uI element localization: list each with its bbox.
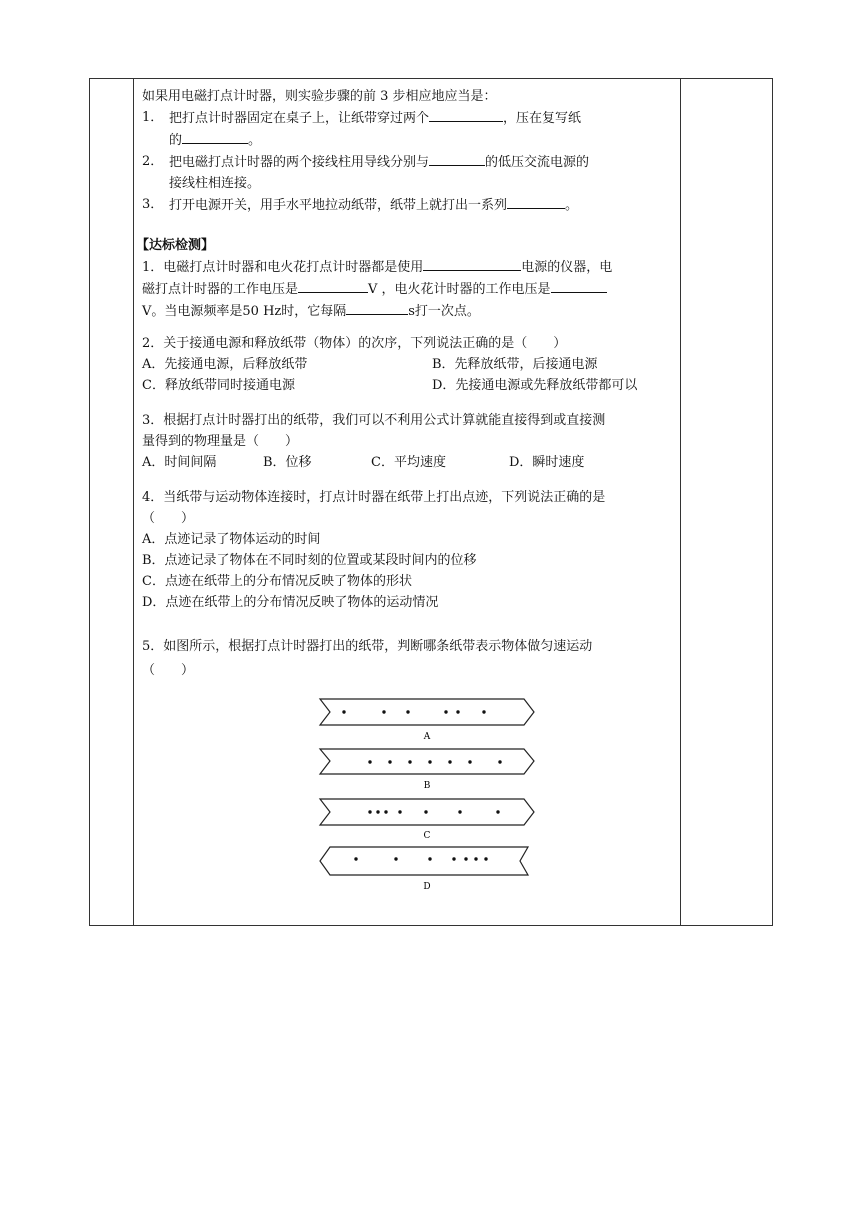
answer-blank[interactable] [346,300,408,315]
tape-label: C [423,831,431,841]
step-2: 2． 把电磁打点计时器的两个接线柱用导线分别与 的低压交流电源的 接线柱相连接。 [142,151,676,194]
step-1: 1． 把打点计时器固定在桌子上，让纸带穿过两个 ，压在复写纸 的 。 [142,107,676,151]
main-content [136,86,676,681]
option-a[interactable]: A．点迹记录了物体运动的时间 [142,532,321,547]
step-number: 1． [142,110,164,125]
tape-c [320,799,534,841]
question-4: 4．当纸带与运动物体连接时，打点计时器在纸带上打出点迹，下列说法正确的是 （ ） A．点迹记录了物体运动的时间 B．点迹记录了物体在不同时刻的位置或某段时间内的位移 C．点迹在纸带上的分布情况反映了物体的形状 D．点迹在纸带上的分布情况反映了物体的运动情况 [142,487,676,613]
tape-a [320,699,534,742]
question-1: 1．电磁打点计时器和电火花打点计时器都是使用 电源的仪器，电 磁打点计时器的工作电压是 V ，电火花计时器的工作电压是 V。当电源频率是50 Hz时，它每隔 s打一次点。 [142,256,676,322]
tape-label: A [423,732,431,742]
answer-blank[interactable] [507,194,565,209]
question-5: 5．如图所示，根据打点计时器打出的纸带，判断哪条纸带表示物体做匀速运动 （ ） [142,639,593,678]
option-c[interactable]: C．点迹在纸带上的分布情况反映了物体的形状 [142,574,412,589]
answer-blank[interactable] [551,278,607,293]
option-d[interactable]: D．先接通电源或先释放纸带都可以 [432,378,638,393]
section-title: 【达标检测】 [136,238,215,253]
answer-blank[interactable] [429,107,503,122]
tape-b [320,749,534,791]
paper-tape-figure [316,697,536,893]
tape-label: D [423,882,431,892]
option-a[interactable]: A．先接通电源，后释放纸带 [142,357,308,372]
option-b[interactable]: B．先释放纸带，后接通电源 [432,357,598,372]
right-column-divider [680,79,681,925]
tape-label: B [423,781,431,791]
tape-d [320,847,528,892]
option-c[interactable]: C．释放纸带同时接通电源 [142,378,295,393]
option-c[interactable]: C．平均速度 [371,455,446,470]
answer-blank[interactable] [423,256,521,271]
option-d[interactable]: D．瞬时速度 [509,455,585,470]
option-d[interactable]: D．点迹在纸带上的分布情况反映了物体的运动情况 [142,595,439,610]
step-3: 3． 打开电源开关，用手水平地拉动纸带，纸带上就打出一系列 。 [142,194,676,216]
answer-blank[interactable] [429,151,485,166]
step-number: 3． [142,197,164,212]
question-2: 2．关于接通电源和释放纸带（物体）的次序，下列说法正确的是（ ） A．先接通电源，后释放纸带 B．先释放纸带，后接通电源 C．释放纸带同时接通电源 D．先接通电源或先释放纸带都可以 [142,333,676,396]
left-column-divider [133,79,134,925]
step-number: 2． [142,154,164,169]
option-b[interactable]: B．位移 [263,455,312,470]
answer-blank[interactable] [182,129,248,144]
option-a[interactable]: A．时间间隔 [142,455,217,470]
option-b[interactable]: B．点迹记录了物体在不同时刻的位置或某段时间内的位移 [142,553,477,568]
question-3: 3．根据打点计时器打出的纸带，我们可以不利用公式计算就能直接得到或直接测 量得到的物理量是（ ） A．时间间隔 B．位移 C．平均速度 D．瞬时速度 [142,410,676,473]
answer-blank[interactable] [298,278,368,293]
intro-text: 如果用电磁打点计时器，则实验步骤的前 3 步相应地应当是： [142,89,497,104]
